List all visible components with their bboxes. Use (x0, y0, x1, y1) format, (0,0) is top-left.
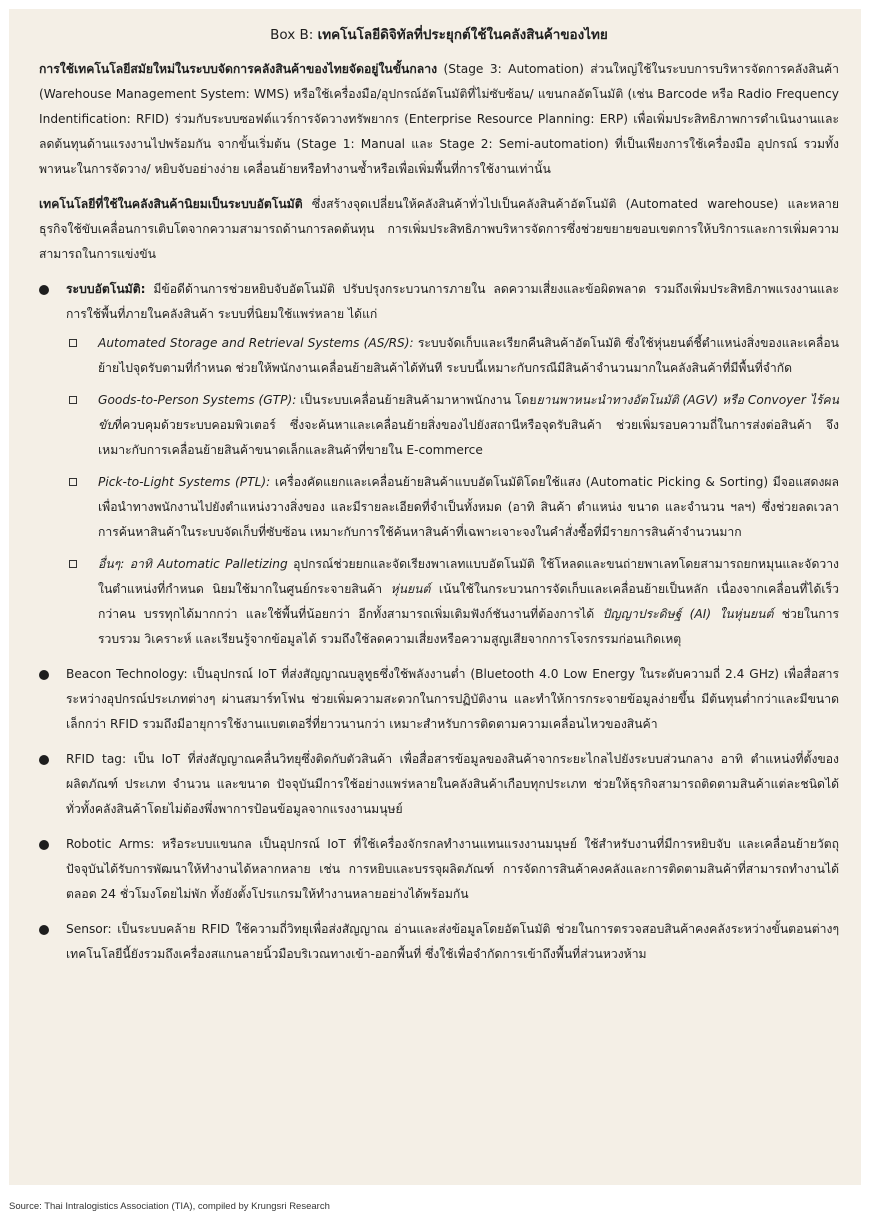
sensor-body: เป็นระบบคล้าย RFID ใช้ความถี่วิทยุเพื่อส่งสัญญาณ อ่านและส่งข้อมูลโดยอัตโนมัติ ช่วยในการตรวจสอบสินค้าคงคลังระหว่างขั้นตอนต่างๆ เทคโนโลยีนี้ยังรวมถึงเครื่องสแกนลายนิ้วมือบริเวณทางเข้า-ออกพื้นที่ ซึ่งใช้เพื่อจำกัดการเข้าถึงพื้นที่ส่วนหวงห้าม (66, 922, 839, 961)
robotic-arms-lead: Robotic Arms: (66, 837, 155, 851)
list-item-automation (39, 277, 839, 652)
gtp-body-2: ที่ควบคุมด้วยระบบคอมพิวเตอร์ ซึ่งจะค้นหาและเคลื่อนย้ายสิ่งของไปยังสถานีหรือจุดรับสินค้า ช่วยเพิ่มรอบความถี่ในการส่งต่อสินค้า จึงเหมาะกับการเคลื่อนย้ายสินค้าขนาดเล็กและสินค้าที่ขายใน E-commerce (98, 418, 839, 457)
ptl-body: เครื่องคัดแยกและเคลื่อนย้ายสินค้าแบบอัตโนมัติโดยใช้แสง (Automatic Picking & Sorting) มีจอแสดงผลเพื่อนำทางพนักงานไปยังตำแหน่งวางสิ่งของ และมีรายละเอียดที่จำเป็นทั้งหมด (อาทิ สินค้า ตำแหน่ง ขนาด และจำนวน ฯลฯ) ซึ่งช่วยลดเวลาการค้นหาสินค้าในระบบจัดเก็บที่ซับซ้อน เหมาะกับการใช้ค้นหาสินค้าที่เฉพาะเจาะจงในคำสั่งซื้อที่มีรายการสินค้าจำนวนมาก (98, 475, 839, 539)
others-body-3: ช่วยในการรวบรวม วิเคราะห์ และเรียนรู้จากข้อมูลได้ รวมถึงใช้ลดความเสี่ยงหรือความสูญเสียจากการโจรกรรมก่อนเกิดเหตุ (98, 607, 840, 646)
tech-lead: เทคโนโลยีที่ใช้ในคลังสินค้านิยมเป็นระบบอัตโนมัติ (39, 197, 303, 211)
gtp-agv: ยานพาหนะนำทางอัตโนมัติ (AGV) หรือ Convoyer ไร้คนขับ (98, 393, 839, 432)
checkbox-square-icon (69, 478, 77, 486)
box-title (39, 25, 839, 45)
bullet-icon (39, 755, 49, 765)
sublist-item-asrs (66, 331, 839, 381)
intro-body: (Stage 3: Automation) ส่วนใหญ่ใช้ในระบบการบริหารจัดการคลังสินค้า (Warehouse Management System: WMS) หรือใช้เครื่องมือ/อุปกรณ์อัตโนมัติที่ไม่ซับซ้อน/ แขนกลอัตโนมัติ (เช่น Barcode หรือ Radio Frequency Indentification: RFID) ร่วมกับระบบซอฟต์แวร์การจัดวางทรัพยากร (Enterprise Resource Planning: ERP) เพื่อเพิ่มประสิทธิภาพการดำเนินงานและลดต้นทุนด้านแรงงานไปพร้อมกัน จากขั้นเริ่มต้น (Stage 1: Manual และ Stage 2: Semi-automation) ที่เป็นเพียงการใช้เครื่องมือ อุปกรณ์ รวมทั้งพาหนะในการจัดวาง/ หยิบจับอย่างง่าย เคลื่อนย้ายหรือทำงานซ้ำหรือเพื่อเพิ่มพื้นที่การใช้งานเท่านั้น (39, 62, 839, 176)
beacon-body: เป็นอุปกรณ์ IoT ที่ส่งสัญญาณบลูทูธซึ่งใช้พลังงานต่ำ (Bluetooth 4.0 Low Energy ในระดับความถี่ 2.4 GHz) เพื่อสื่อสารระหว่างอุปกรณ์ประเภทต่างๆ ผ่านสมาร์ทโฟน ช่วยเพิ่มความสะดวกในการปฏิบัติงาน และทำให้การกระจายข้อมูลง่ายขึ้น มีต้นทุนต่ำกว่าและมีขนาดเล็กกว่า RFID รวมถึงมีอายุการใช้งานแบตเตอรี่ที่ยาวนานกว่า เหมาะสำหรับการติดตามความเคลื่อนไหวของสินค้า (66, 667, 839, 731)
checkbox-square-icon (69, 396, 77, 404)
bullet-icon (39, 285, 49, 295)
source-note: Source: Thai Intralogistics Association (TIA), compiled by Krungsri Research (9, 1201, 330, 1212)
others-ai: ปัญญาประดิษฐ์ (AI) ในหุ่นยนต์ (602, 607, 774, 621)
box-title-text: เทคโนโลยีดิจิทัลที่ประยุกต์ใช้ในคลังสินค้าของไทย (317, 27, 608, 43)
tech-paragraph (39, 192, 839, 267)
list-item-robotic-arms (39, 832, 839, 907)
others-robot: หุ่นยนต์ (390, 582, 431, 596)
asrs-name: Automated Storage and Retrieval Systems (AS/RS): (98, 336, 414, 350)
bullet-icon (39, 925, 49, 935)
sublist-item-others (66, 552, 839, 652)
automation-sublist (66, 331, 839, 652)
gtp-body-1: เป็นระบบเคลื่อนย้ายสินค้ามาหาพนักงาน โดย (296, 393, 537, 407)
checkbox-square-icon (69, 339, 77, 347)
ptl-name: Pick-to-Light Systems (PTL): (98, 475, 271, 489)
list-item-sensor (39, 917, 839, 967)
others-body-1: อุปกรณ์ช่วยยกและจัดเรียงพาเลทแบบอัตโนมัติ ใช้โหลดและขนถ่ายพาเลทโดยสามารถยกหมุนและจัดวางในตำแหน่งที่กำหนด นิยมใช้มากในศูนย์กระจายสินค้า (98, 557, 839, 596)
intro-paragraph (39, 57, 839, 182)
others-name: อื่นๆ: อาทิ Automatic Palletizing (98, 557, 288, 571)
tech-body: ซึ่งสร้างจุดเปลี่ยนให้คลังสินค้าทั่วไปเป็นคลังสินค้าอัตโนมัติ (Automated warehouse) และหลายธุรกิจใช้ขับเคลื่อนการเติบโตจากความสามารถด้านการลดต้นทุน การเพิ่มประสิทธิภาพบริหารจัดการซึ่งช่วยขยายขอบเขตการให้บริการและการเพิ่มความสามารถในการแข่งขัน (39, 197, 839, 261)
intro-lead: การใช้เทคโนโลยีสมัยใหม่ในระบบจัดการคลังสินค้าของไทยจัดอยู่ในขั้นกลาง (39, 62, 438, 76)
gtp-name: Goods-to-Person Systems (GTP): (98, 393, 297, 407)
robotic-arms-body: หรือระบบแขนกล เป็นอุปกรณ์ IoT ที่ใช้เครื่องจักรกลทำงานแทนแรงงานมนุษย์ ใช้สำหรับงานที่มีการหยิบจับ และเคลื่อนย้ายวัตถุ ปัจจุบันได้รับการพัฒนาให้ทำงานได้หลากหลาย เช่น การหยิบและบรรจุผลิตภัณฑ์ การจัดการสินค้าคงคลังและการติดตามสินค้าที่สามารถทำงานได้ตลอด 24 ชั่วโมงโดยไม่พัก ทั้งยังตั้งโปรแกรมให้ทำงานหลายอย่างได้พร้อมกัน (66, 837, 839, 901)
asrs-body: ระบบจัดเก็บและเรียกคืนสินค้าอัตโนมัติ ซึ่งใช้หุ่นยนต์ชี้ตำแหน่งสิ่งของและเคลื่อนย้ายไปจุดรับตามที่กำหนด ช่วยให้พนักงานเคลื่อนย้ายสินค้าได้ทันที ระบบนี้เหมาะกับกรณีมีสินค้าจำนวนมากในคลังสินค้าที่มีพื้นที่จำกัด (98, 336, 839, 375)
sublist-item-gtp (66, 388, 839, 463)
technology-list (39, 277, 839, 967)
bullet-icon (39, 840, 49, 850)
list-item-beacon (39, 662, 839, 737)
bullet-icon (39, 670, 49, 680)
info-box (9, 9, 861, 1185)
automation-body: มีข้อดีด้านการช่วยหยิบจับอัตโนมัติ ปรับปรุงกระบวนการภายใน ลดความเสี่ยงและข้อผิดพลาด รวมถึงเพิ่มประสิทธิภาพแรงงานและการใช้พื้นที่ภายในคลังสินค้า ระบบที่นิยมใช้แพร่หลาย ได้แก่ (66, 282, 839, 321)
others-body-2: เน้นใช้ในกระบวนการจัดเก็บและเคลื่อนย้ายเป็นหลัก เนื่องจากเคลื่อนที่ได้เร็วกว่าคน บรรทุกได้มากกว่า และใช้พื้นที่น้อยกว่า อีกทั้งสามารถเพิ่มเติมฟังก์ชันงานที่ต้องการได้ (98, 582, 839, 621)
beacon-lead: Beacon Technology: (66, 667, 188, 681)
rfid-lead: RFID tag: (66, 752, 127, 766)
sublist-item-ptl (66, 470, 839, 545)
list-item-rfid (39, 747, 839, 822)
box-label: Box B: (270, 27, 314, 43)
rfid-body: เป็น IoT ที่ส่งสัญญาณคลื่นวิทยุซึ่งติดกับตัวสินค้า เพื่อสื่อสารข้อมูลของสินค้าจากระยะไกลไปยังระบบส่วนกลาง อาทิ ตำแหน่งที่ตั้งของผลิตภัณฑ์ ประเภท จำนวน และขนาด ปัจจุบันมีการใช้อย่างแพร่หลายในคลังสินค้าเกือบทุกประเภท ช่วยให้ธุรกิจสามารถติดตามสินค้าแต่ละชนิดได้ทั่วทั้งคลังสินค้าโดยไม่ต้องพึ่งพาการป้อนข้อมูลจากแรงงานมนุษย์ (66, 752, 839, 816)
sensor-lead: Sensor: (66, 922, 112, 936)
checkbox-square-icon (69, 560, 77, 568)
automation-lead: ระบบอัตโนมัติ: (66, 282, 146, 296)
